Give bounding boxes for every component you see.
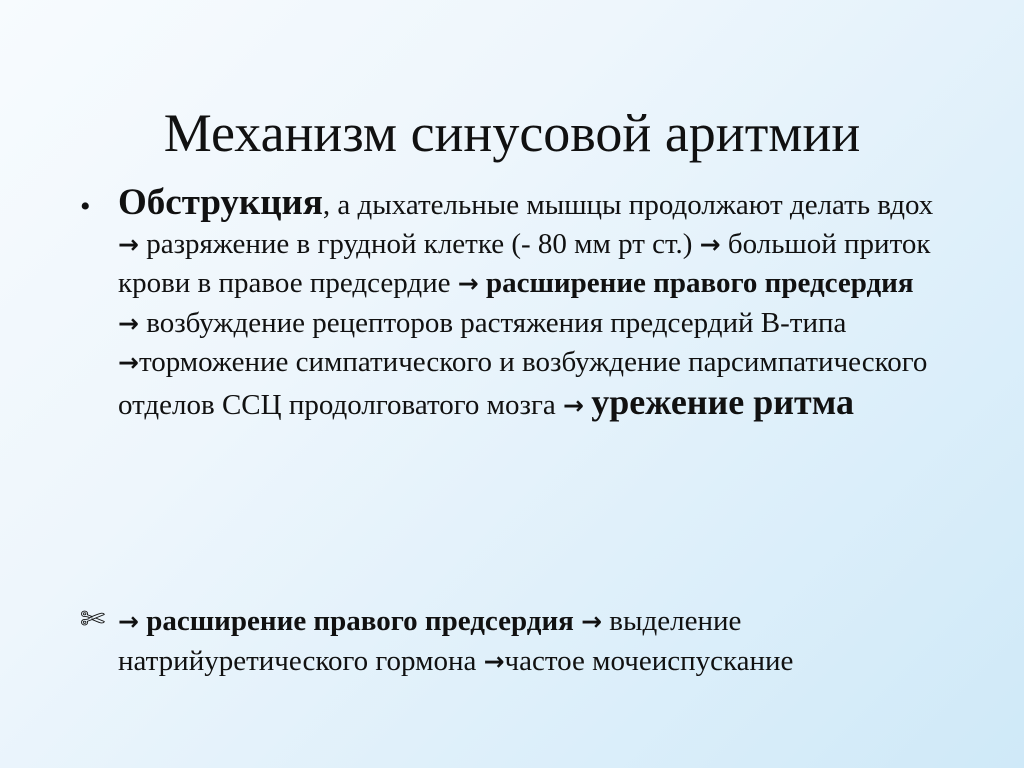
- text-segment: разряжение в грудной клетке (- 80 мм рт ст.): [138, 227, 700, 260]
- scissors-icon: ✄: [80, 602, 106, 637]
- bullet-obstruction: [80, 184, 940, 425]
- bullet-atrium-dilation: [80, 602, 940, 681]
- lead-term: Обструкция: [118, 182, 323, 223]
- arrow-right-icon: →: [118, 229, 139, 259]
- arrow-right-icon: →: [563, 390, 584, 420]
- slide-title: Механизм синусовой аритмии: [163, 103, 861, 163]
- text-segment: возбуждение рецепторов растяжения предсердий В-типа: [138, 306, 847, 339]
- arrow-right-icon: →: [118, 607, 139, 636]
- text-segment: большой приток крови в правое предсердие: [118, 227, 931, 299]
- arrow-right-icon: →: [457, 269, 479, 298]
- arrow-right-icon: →: [483, 646, 505, 676]
- arrow-right-icon: →: [118, 348, 139, 377]
- text-segment: , а дыхательные мышцы продолжают делать вдох: [322, 189, 934, 221]
- conclusion-text: урежение ритма: [591, 381, 854, 422]
- bullet-text: [118, 602, 940, 681]
- arrow-right-icon: →: [118, 308, 139, 338]
- arrow-right-icon: →: [581, 607, 603, 636]
- text-segment: выделение натрийуретического гормона: [118, 605, 742, 677]
- emphasis-atrium: расширение правого предсердия: [485, 267, 914, 299]
- text-segment: торможение симпатического и возбуждение парсимпатического отделов ССЦ продолговатого мозга: [118, 346, 928, 421]
- bullet-text: [118, 184, 940, 425]
- text-segment: частое мочеиспускание: [504, 644, 794, 677]
- bullet-dot: •: [80, 190, 91, 223]
- arrow-right-icon: →: [699, 229, 721, 259]
- emphasis-atrium: расширение правого предсердия: [146, 605, 574, 637]
